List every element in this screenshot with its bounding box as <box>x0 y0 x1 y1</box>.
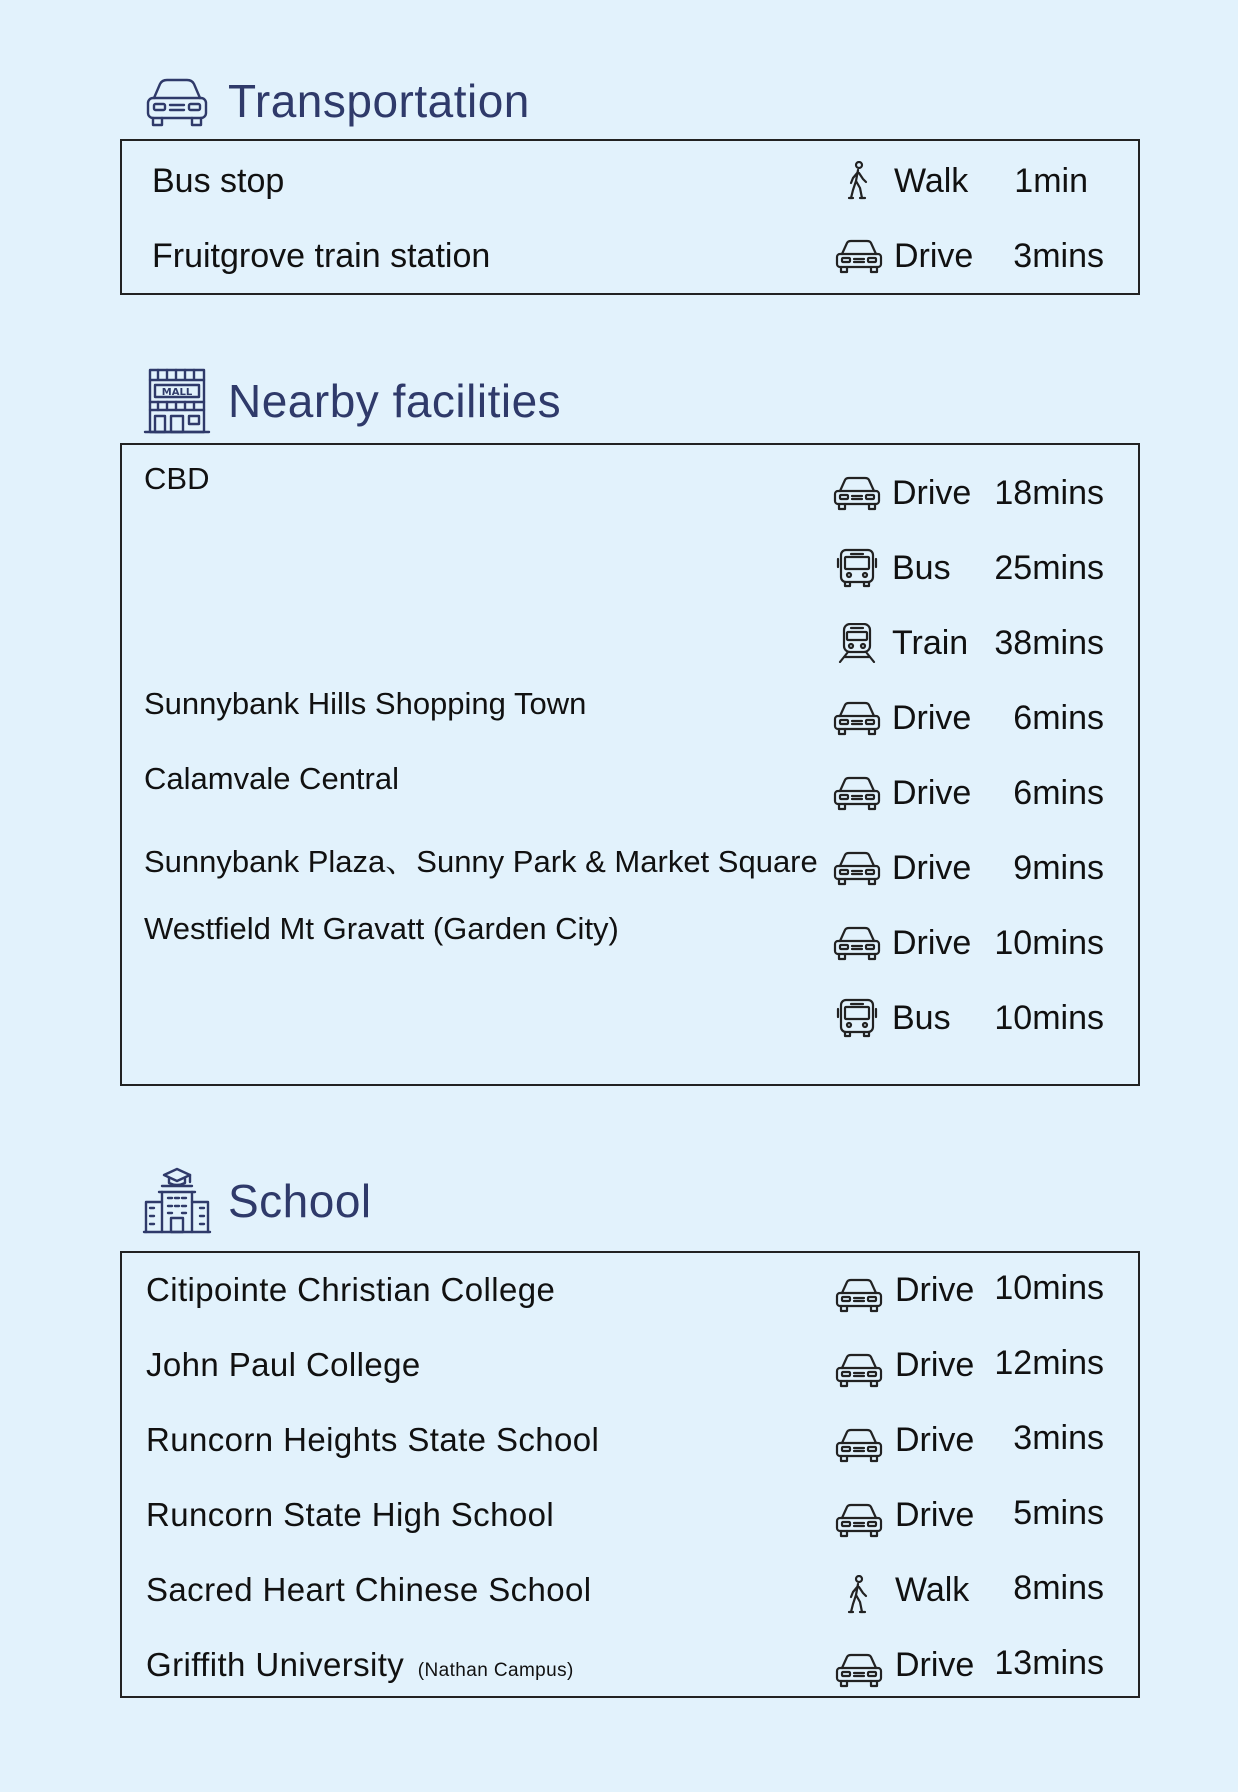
place-name-main: Griffith University <box>146 1646 405 1683</box>
walk-icon <box>834 161 884 201</box>
section-title-school: School <box>228 1175 372 1227</box>
school-table <box>120 1251 1140 1698</box>
travel-time: 9mins <box>1013 848 1104 887</box>
table-row <box>122 228 1138 284</box>
section-title-facilities: Nearby facilities <box>228 375 562 427</box>
car-icon <box>834 1275 884 1315</box>
table-row <box>122 615 1138 671</box>
travel-time: 18mins <box>994 473 1104 512</box>
transportation-heading <box>142 66 530 136</box>
place-name: Sunnybank Plaza、Sunny Park & Market Square <box>144 844 818 879</box>
travel-time: 3mins <box>1013 236 1104 275</box>
table-row <box>122 540 1138 596</box>
car-icon <box>832 773 882 813</box>
travel-time: 10mins <box>994 1269 1104 1307</box>
travel-mode: Bus <box>892 548 951 587</box>
table-row <box>122 911 1138 971</box>
table-row <box>122 1263 1138 1319</box>
travel-time: 6mins <box>1013 698 1104 737</box>
school-heading <box>142 1166 372 1236</box>
travel-mode: Drive <box>892 698 972 737</box>
travel-mode: Train <box>892 623 969 662</box>
travel-time: 38mins <box>994 623 1104 662</box>
travel-time: 12mins <box>994 1344 1104 1382</box>
travel-mode: Drive <box>892 773 972 812</box>
travel-mode: Bus <box>892 998 951 1037</box>
car-icon <box>832 848 882 888</box>
place-name: Fruitgrove train station <box>152 236 491 275</box>
walk-icon <box>834 1575 884 1615</box>
car-icon <box>834 1650 884 1690</box>
table-row <box>122 1638 1138 1694</box>
travel-time: 8mins <box>1013 1569 1104 1607</box>
place-name <box>146 1646 574 1684</box>
travel-mode: Drive <box>892 923 972 962</box>
place-name: Runcorn Heights State School <box>146 1421 600 1458</box>
table-row <box>122 686 1138 746</box>
car-icon <box>834 1500 884 1540</box>
travel-time: 3mins <box>1013 1419 1104 1457</box>
travel-mode: Walk <box>895 1571 970 1609</box>
facilities-table <box>120 443 1140 1086</box>
place-name: John Paul College <box>146 1346 421 1383</box>
mall-sign-text: MALL <box>161 387 193 398</box>
table-row <box>122 761 1138 821</box>
table-row <box>122 990 1138 1046</box>
mall-building-icon <box>142 366 212 436</box>
car-icon <box>834 1425 884 1465</box>
car-icon <box>834 236 884 276</box>
place-name: Calamvale Central <box>144 761 399 796</box>
campus-note: (Nathan Campus) <box>417 1660 574 1681</box>
travel-mode: Drive <box>895 1421 975 1459</box>
place-name: CBD <box>144 461 210 496</box>
table-row <box>122 1563 1138 1619</box>
travel-mode: Walk <box>894 161 969 200</box>
school-building-icon <box>142 1166 212 1236</box>
bus-icon <box>832 998 882 1038</box>
travel-time: 5mins <box>1013 1494 1104 1532</box>
travel-mode: Drive <box>895 1346 975 1384</box>
place-name: Runcorn State High School <box>146 1496 555 1533</box>
travel-time: 25mins <box>994 548 1104 587</box>
place-name: Sacred Heart Chinese School <box>146 1571 592 1608</box>
table-row <box>122 461 1138 521</box>
bus-icon <box>832 548 882 588</box>
travel-time: 6mins <box>1013 773 1104 812</box>
car-icon <box>832 473 882 513</box>
travel-time: 10mins <box>994 998 1104 1037</box>
table-row <box>122 1488 1138 1544</box>
travel-mode: Drive <box>895 1646 975 1684</box>
place-name: Westfield Mt Gravatt (Garden City) <box>144 911 619 946</box>
section-title-transportation: Transportation <box>228 75 530 127</box>
place-name: Bus stop <box>152 161 285 200</box>
train-icon <box>832 623 882 663</box>
car-icon <box>832 923 882 963</box>
table-row <box>122 153 1138 209</box>
place-name: Citipointe Christian College <box>146 1271 556 1308</box>
travel-mode: Drive <box>895 1271 975 1309</box>
travel-time: 1min <box>1014 161 1088 200</box>
facilities-heading <box>142 366 561 436</box>
travel-mode: Drive <box>892 473 972 512</box>
car-icon <box>142 66 212 136</box>
transportation-table <box>120 139 1140 295</box>
car-icon <box>834 1350 884 1390</box>
travel-mode: Drive <box>895 1496 975 1534</box>
car-icon <box>832 698 882 738</box>
travel-time: 13mins <box>994 1644 1104 1682</box>
table-row <box>122 1338 1138 1394</box>
table-row <box>122 1413 1138 1469</box>
travel-mode: Drive <box>894 236 974 275</box>
travel-time: 10mins <box>994 923 1104 962</box>
travel-mode: Drive <box>892 848 972 887</box>
place-name: Sunnybank Hills Shopping Town <box>144 686 587 721</box>
table-row <box>122 840 1138 896</box>
